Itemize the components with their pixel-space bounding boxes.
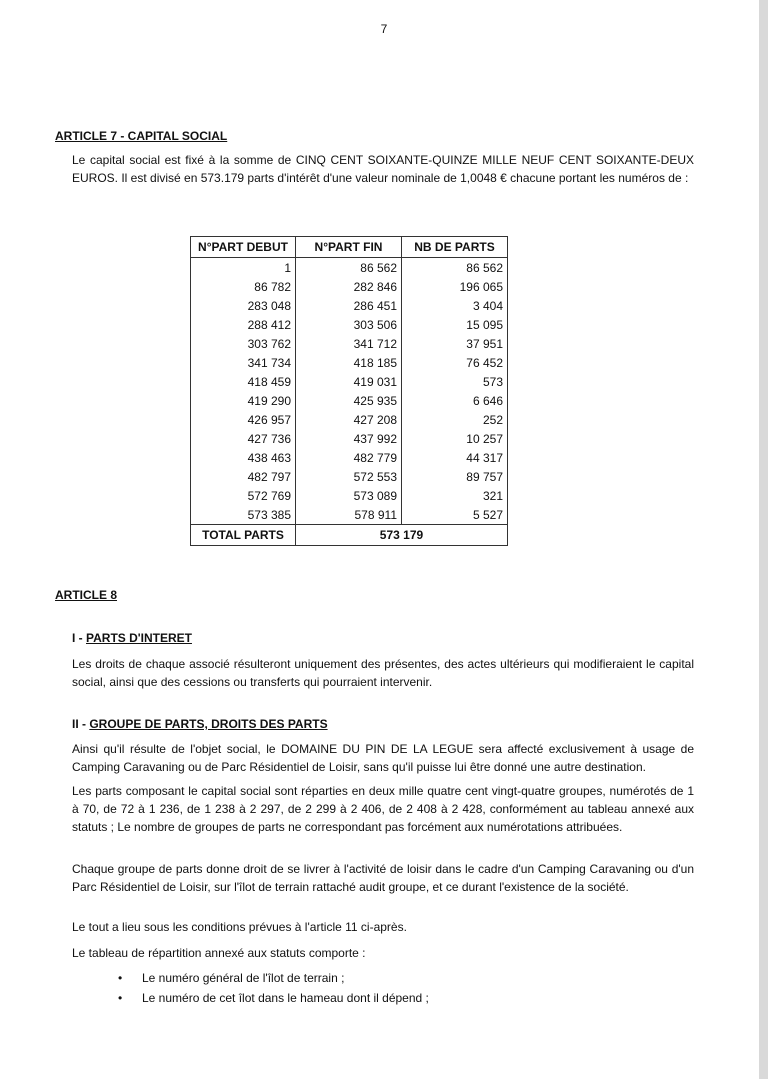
table-row xyxy=(191,410,508,429)
table-row xyxy=(191,277,508,296)
bullet-icon: • xyxy=(118,991,123,1005)
cell-nb-parts: 196 065 xyxy=(402,277,508,296)
cell-nb-parts: 44 317 xyxy=(402,448,508,467)
total-label: TOTAL PARTS xyxy=(191,525,296,546)
col-header-part-debut: N°PART DEBUT xyxy=(191,237,296,258)
section-2-paragraph-4: Le tout a lieu sous les conditions prévues à l'article 11 ci-après. xyxy=(72,920,407,934)
cell-part-fin: 572 553 xyxy=(296,467,402,486)
bullet-icon: • xyxy=(118,971,123,985)
cell-part-debut: 573 385 xyxy=(191,505,296,525)
section-2-paragraph-3: Chaque groupe de parts donne droit de se livrer à l'activité de loisir dans le cadre d'un Camping Caravaning ou d'un Parc Résidentiel de Loisir, sur l'îlot de terrain rattaché audit groupe, et ce durant l'existence de la société. xyxy=(72,862,694,894)
table-row xyxy=(191,334,508,353)
bullet-item xyxy=(118,988,429,1008)
section-2-heading xyxy=(72,717,328,731)
article-7-body: Le capital social est fixé à la somme de CINQ CENT SOIXANTE-QUINZE MILLE NEUF CENT SOIXANTE-DEUX EUROS. Il est divisé en 573.179 parts d'intérêt d'une valeur nominale de 1,0048 € chacune portant les numéros de : xyxy=(72,153,694,185)
cell-nb-parts: 252 xyxy=(402,410,508,429)
section-2-paragraph-2: Les parts composant le capital social sont réparties en deux mille quatre cent vingt-quatre groupes, numérotés de 1 à 70, de 72 à 1 236, de 1 238 à 2 297, de 2 299 à 2 406, de 2 408 à 2 428, conformément au tableau annexé aux statuts ; Le nombre de groupes de parts ne correspondant pas forcément aux numérotations attribuées. xyxy=(72,784,694,834)
cell-part-fin: 341 712 xyxy=(296,334,402,353)
cell-part-debut: 303 762 xyxy=(191,334,296,353)
cell-part-fin: 419 031 xyxy=(296,372,402,391)
bullet-list xyxy=(118,968,429,1008)
cell-part-debut: 341 734 xyxy=(191,353,296,372)
table-row xyxy=(191,315,508,334)
cell-part-debut: 418 459 xyxy=(191,372,296,391)
cell-part-debut: 427 736 xyxy=(191,429,296,448)
table-row xyxy=(191,429,508,448)
cell-part-fin: 286 451 xyxy=(296,296,402,315)
section-2-prefix: II - xyxy=(72,717,90,731)
col-header-nb-parts: NB DE PARTS xyxy=(402,237,508,258)
cell-part-fin: 425 935 xyxy=(296,391,402,410)
cell-part-debut: 572 769 xyxy=(191,486,296,505)
table-row xyxy=(191,258,508,278)
cell-part-fin: 578 911 xyxy=(296,505,402,525)
cell-nb-parts: 15 095 xyxy=(402,315,508,334)
table-row xyxy=(191,391,508,410)
section-1-title: PARTS D'INTERET xyxy=(86,631,192,645)
cell-part-debut: 438 463 xyxy=(191,448,296,467)
table-total-row xyxy=(191,525,508,546)
parts-table xyxy=(190,236,508,546)
cell-nb-parts: 6 646 xyxy=(402,391,508,410)
section-1-body: Les droits de chaque associé résulteront uniquement des présentes, des actes ultérieurs qui modifieraient le capital social, ainsi que des cessions ou transferts qui pourraient intervenir. xyxy=(72,657,694,689)
cell-nb-parts: 37 951 xyxy=(402,334,508,353)
cell-part-fin: 437 992 xyxy=(296,429,402,448)
cell-nb-parts: 3 404 xyxy=(402,296,508,315)
section-2-title: GROUPE DE PARTS, DROITS DES PARTS xyxy=(89,717,328,731)
cell-part-fin: 282 846 xyxy=(296,277,402,296)
cell-nb-parts: 86 562 xyxy=(402,258,508,278)
table-row xyxy=(191,296,508,315)
section-2-paragraph-1: Ainsi qu'il résulte de l'objet social, le DOMAINE DU PIN DE LA LEGUE sera affecté exclusivement à usage de Camping Caravaning ou de Parc Résidentiel de Loisir, sans qu'il puisse lui être donné une autre destination. xyxy=(72,742,694,774)
article-7-title: ARTICLE 7 - CAPITAL SOCIAL xyxy=(55,129,228,143)
cell-nb-parts: 321 xyxy=(402,486,508,505)
table-row xyxy=(191,467,508,486)
table-row xyxy=(191,505,508,525)
cell-part-debut: 1 xyxy=(191,258,296,278)
cell-part-fin: 482 779 xyxy=(296,448,402,467)
page-edge xyxy=(759,0,768,1079)
section-1-heading xyxy=(72,631,192,645)
bullet-text: Le numéro de cet îlot dans le hameau dont il dépend ; xyxy=(142,991,429,1005)
cell-part-fin: 303 506 xyxy=(296,315,402,334)
cell-part-debut: 426 957 xyxy=(191,410,296,429)
cell-part-debut: 288 412 xyxy=(191,315,296,334)
col-header-part-fin: N°PART FIN xyxy=(296,237,402,258)
table-row xyxy=(191,448,508,467)
bullet-item xyxy=(118,968,429,988)
cell-part-debut: 283 048 xyxy=(191,296,296,315)
page-number: 7 xyxy=(380,22,388,36)
cell-part-debut: 482 797 xyxy=(191,467,296,486)
bullet-text: Le numéro général de l'îlot de terrain ; xyxy=(142,971,345,985)
table-header-row xyxy=(191,237,508,258)
table-row xyxy=(191,353,508,372)
cell-nb-parts: 89 757 xyxy=(402,467,508,486)
cell-part-fin: 418 185 xyxy=(296,353,402,372)
section-2-paragraph-5: Le tableau de répartition annexé aux statuts comporte : xyxy=(72,946,366,960)
cell-nb-parts: 573 xyxy=(402,372,508,391)
cell-part-fin: 573 089 xyxy=(296,486,402,505)
cell-nb-parts: 5 527 xyxy=(402,505,508,525)
table-row xyxy=(191,372,508,391)
cell-nb-parts: 76 452 xyxy=(402,353,508,372)
article-8-title: ARTICLE 8 xyxy=(55,588,118,602)
cell-part-fin: 86 562 xyxy=(296,258,402,278)
cell-part-debut: 419 290 xyxy=(191,391,296,410)
table-row xyxy=(191,486,508,505)
total-value: 573 179 xyxy=(296,525,508,546)
cell-nb-parts: 10 257 xyxy=(402,429,508,448)
cell-part-fin: 427 208 xyxy=(296,410,402,429)
cell-part-debut: 86 782 xyxy=(191,277,296,296)
table-body xyxy=(191,258,508,525)
section-1-prefix: I - xyxy=(72,631,86,645)
